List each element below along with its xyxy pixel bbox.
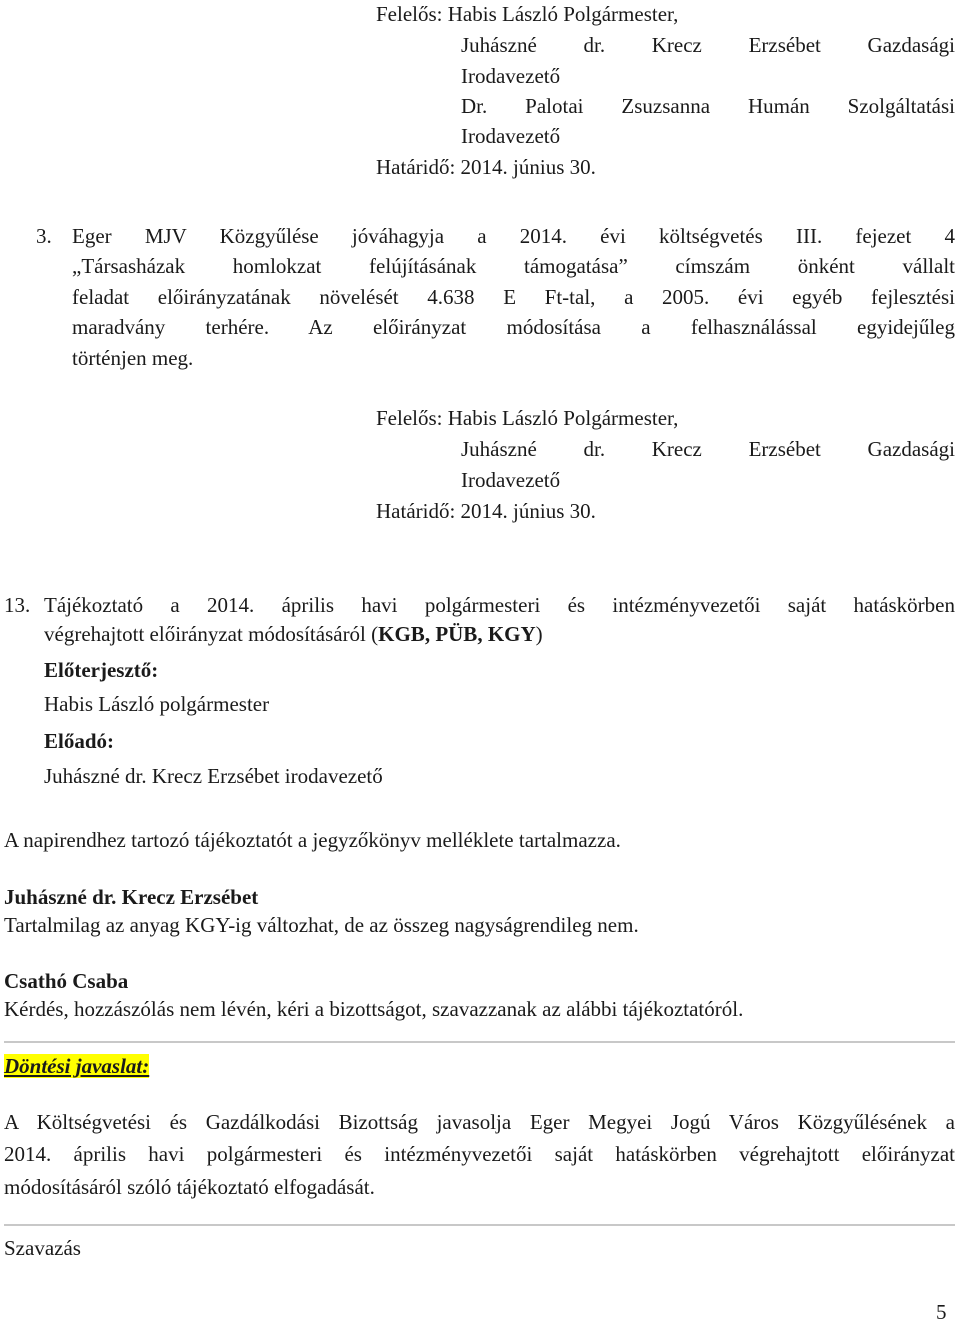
decision-label [4,1052,149,1080]
item3-line1: Eger MJV Közgyűlése jóváhagyja a 2014. évi költségvetés III. fejezet 4 [72,224,955,248]
item3-number: 3. [36,224,52,248]
divider-bottom [4,1224,955,1226]
speaker1-name: Juhászné dr. Krecz Erzsébet [4,885,259,909]
decision-line1: A Költségvetési és Gazdálkodási Bizottság javasolja Eger Megyei Jogú Város Közgyűlésének a [4,1110,955,1134]
item13-line1: Tájékoztató a 2014. április havi polgármesteri és intézményvezetői saját hatáskörben [44,593,955,617]
decision-line3: módosításáról szóló tájékoztató elfogadását. [4,1175,375,1199]
item13-line2-post: ) [535,622,543,646]
resp1-line5: Irodavezető [461,124,561,148]
presenter-label: Előterjesztő: [44,658,159,682]
decision-label-text: Döntési javaslat: [4,1054,150,1078]
divider-top [4,1041,955,1043]
item3-line3: feladat előirányzatának növelését 4.638 E Ft-tal, a 2005. évi egyéb fejlesztési [72,285,955,309]
resp1-line4: Dr. Palotai Zsuzsanna Humán Szolgáltatási [461,94,955,118]
resp1-line3: Irodavezető [461,64,561,88]
speaker2-text: Kérdés, hozzászólás nem lévén, kéri a bizottságot, szavazzanak az alábbi tájékoztatóról. [4,997,744,1021]
item13-line2 [44,620,543,648]
speaker2-name: Csathó Csaba [4,969,129,993]
speaker-name: Juhászné dr. Krecz Erzsébet irodavezető [44,764,383,788]
committees: KGB, PÜB, KGY [378,622,536,646]
resp2-line3: Irodavezető [461,468,561,492]
presenter-name: Habis László polgármester [44,692,270,716]
resp2-responsible: Felelős: Habis László Polgármester, [376,406,679,430]
vote-label: Szavazás [4,1236,81,1260]
resp2-line2: Juhászné dr. Krecz Erzsébet Gazdasági [461,437,955,461]
resp1-responsible: Felelős: Habis László Polgármester, [376,2,679,26]
item3-line2: „Társasházak homlokzat felújításának támogatása” címszám önként vállalt [72,254,955,278]
item13-number: 13. [4,593,31,617]
page-number: 5 [936,1300,947,1324]
speaker1-text: Tartalmilag az anyag KGY-ig változhat, de az összeg nagyságrendileg nem. [4,913,639,937]
decision-line2: 2014. április havi polgármesteri és intézményvezetői saját hatáskörben végrehajtott előirányzat [4,1142,955,1166]
annex-note: A napirendhez tartozó tájékoztatót a jegyzőkönyv melléklete tartalmazza. [4,828,621,852]
speaker-label: Előadó: [44,729,115,753]
resp2-deadline: Határidő: 2014. június 30. [376,499,596,523]
resp1-line2: Juhászné dr. Krecz Erzsébet Gazdasági [461,33,955,57]
item3-line4: maradvány terhére. Az előirányzat módosítása a felhasználással egyidejűleg [72,315,955,339]
item13-line2-pre: végrehajtott előirányzat módosításáról ( [44,622,379,646]
item3-line5: történjen meg. [72,346,194,370]
resp1-deadline: Határidő: 2014. június 30. [376,155,596,179]
